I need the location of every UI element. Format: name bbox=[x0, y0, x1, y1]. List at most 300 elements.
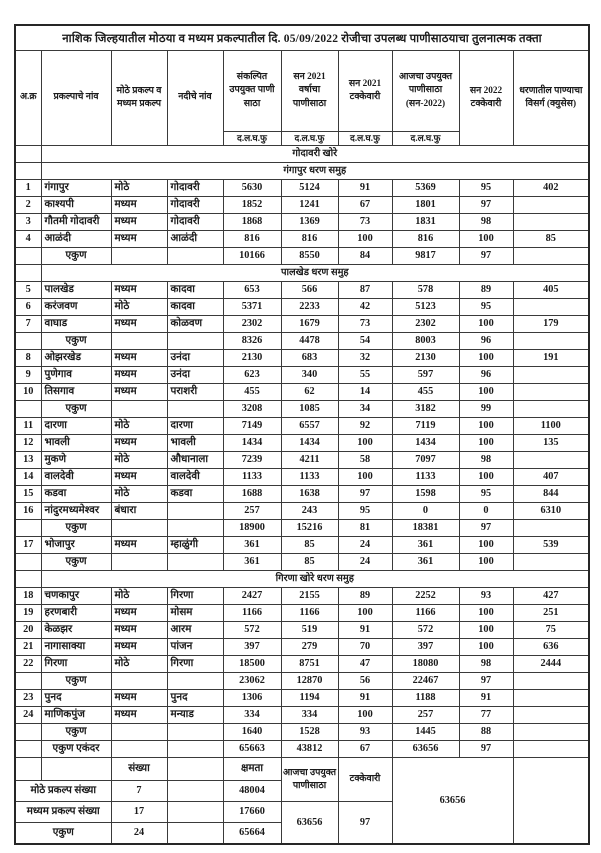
cell-empty bbox=[167, 758, 223, 781]
total-value: 88 bbox=[459, 724, 513, 741]
cell-y2021: 816 bbox=[281, 231, 338, 248]
cell-pct2021: 100 bbox=[338, 435, 392, 452]
cell-name: मुकणे bbox=[41, 452, 111, 469]
cell-river: औधानाला bbox=[167, 452, 223, 469]
cell-name: कडवा bbox=[41, 486, 111, 503]
total-label: एकुण bbox=[41, 520, 111, 537]
cell-today: 2252 bbox=[392, 588, 459, 605]
total-label: एकुण bbox=[41, 673, 111, 690]
cell-discharge: 1100 bbox=[513, 418, 589, 435]
cell-y2021: 279 bbox=[281, 639, 338, 656]
cell-empty bbox=[15, 741, 41, 758]
total-value: 96 bbox=[459, 333, 513, 350]
cell-empty bbox=[167, 823, 223, 845]
total-value: 63656 bbox=[392, 741, 459, 758]
cell-design: 1852 bbox=[223, 197, 281, 214]
summary-count-value: 7 bbox=[111, 781, 167, 802]
water-storage-table bbox=[14, 24, 590, 845]
summary-row-label: एकुण bbox=[15, 823, 111, 845]
cell-name: तिसगाव bbox=[41, 384, 111, 401]
cell-pct2021: 100 bbox=[338, 469, 392, 486]
cell-empty bbox=[111, 401, 167, 418]
cell-pct2021: 100 bbox=[338, 707, 392, 724]
cell-sr: 9 bbox=[15, 367, 41, 384]
cell-sr: 16 bbox=[15, 503, 41, 520]
table-row bbox=[15, 605, 589, 622]
col-header-y2021: सन 2021 वर्षाचा पाणीसाठा bbox=[281, 51, 338, 132]
cell-river: गोदावरी bbox=[167, 214, 223, 231]
cell-empty bbox=[15, 520, 41, 537]
cell-design: 334 bbox=[223, 707, 281, 724]
table-row bbox=[15, 656, 589, 673]
cell-river: गोदावरी bbox=[167, 180, 223, 197]
cell-type: मोठे bbox=[111, 180, 167, 197]
cell-river: पराशरी bbox=[167, 384, 223, 401]
cell-y2021: 340 bbox=[281, 367, 338, 384]
summary-capacity-value: 17660 bbox=[223, 802, 281, 823]
cell-pct2022: 95 bbox=[459, 299, 513, 316]
cell-river: वालदेवी bbox=[167, 469, 223, 486]
section-band-row bbox=[15, 163, 589, 180]
total-value: 4478 bbox=[281, 333, 338, 350]
cell-sr: 14 bbox=[15, 469, 41, 486]
cell-pct2021: 67 bbox=[338, 197, 392, 214]
unit-cell: द.ल.घ.फु bbox=[281, 132, 338, 146]
cell-empty bbox=[111, 520, 167, 537]
cell-type: मध्यम bbox=[111, 537, 167, 554]
cell-discharge: 6310 bbox=[513, 503, 589, 520]
cell-name: गिरणा bbox=[41, 656, 111, 673]
cell-pct2021: 100 bbox=[338, 605, 392, 622]
cell-y2021: 1133 bbox=[281, 469, 338, 486]
summary-capacity-header: क्षमता bbox=[223, 758, 281, 781]
total-row bbox=[15, 741, 589, 758]
page-title: नाशिक जिल्हयातील मोठया व मध्यम प्रकल्पातील दि. 05/09/2022 रोजीचा उपलब्ध पाणीसाठयाचा तुलनात्मक तक्ता bbox=[15, 25, 589, 51]
summary-today-value: 63656 bbox=[281, 802, 338, 845]
cell-pct2021: 24 bbox=[338, 537, 392, 554]
cell-sr: 6 bbox=[15, 299, 41, 316]
cell-today: 816 bbox=[392, 231, 459, 248]
cell-pct2022: 91 bbox=[459, 690, 513, 707]
cell-river bbox=[167, 503, 223, 520]
cell-y2021: 62 bbox=[281, 384, 338, 401]
cell-name: दारणा bbox=[41, 418, 111, 435]
col-header-sr: अ.क्र bbox=[15, 51, 41, 146]
cell-y2021: 566 bbox=[281, 282, 338, 299]
summary-count-value: 17 bbox=[111, 802, 167, 823]
cell-empty bbox=[15, 163, 41, 180]
col-header-name: प्रकल्पाचे नांव bbox=[41, 51, 111, 146]
cell-pct2022: 100 bbox=[459, 350, 513, 367]
cell-empty bbox=[15, 333, 41, 350]
cell-pct2022: 89 bbox=[459, 282, 513, 299]
cell-name: वालदेवी bbox=[41, 469, 111, 486]
cell-discharge bbox=[513, 690, 589, 707]
cell-pct2022: 98 bbox=[459, 656, 513, 673]
cell-y2021: 6557 bbox=[281, 418, 338, 435]
cell-today: 1188 bbox=[392, 690, 459, 707]
cell-name: हरणबारी bbox=[41, 605, 111, 622]
cell-empty bbox=[15, 146, 41, 163]
total-value: 3182 bbox=[392, 401, 459, 418]
table-row bbox=[15, 384, 589, 401]
table-row bbox=[15, 180, 589, 197]
cell-pct2021: 47 bbox=[338, 656, 392, 673]
cell-river: म्हाळुंगी bbox=[167, 537, 223, 554]
cell-empty bbox=[513, 673, 589, 690]
total-value: 18900 bbox=[223, 520, 281, 537]
cell-river: उनंदा bbox=[167, 367, 223, 384]
cell-discharge: 405 bbox=[513, 282, 589, 299]
table-row bbox=[15, 418, 589, 435]
table-row bbox=[15, 367, 589, 384]
cell-type: मध्यम bbox=[111, 622, 167, 639]
cell-discharge bbox=[513, 214, 589, 231]
table-row bbox=[15, 503, 589, 520]
cell-design: 1306 bbox=[223, 690, 281, 707]
total-value: 34 bbox=[338, 401, 392, 418]
cell-design: 2130 bbox=[223, 350, 281, 367]
summary-pct-header: टक्केवारी bbox=[338, 758, 392, 802]
cell-type: मध्यम bbox=[111, 367, 167, 384]
cell-pct2022: 95 bbox=[459, 486, 513, 503]
total-value: 97 bbox=[459, 673, 513, 690]
cell-y2021: 1241 bbox=[281, 197, 338, 214]
cell-empty bbox=[513, 724, 589, 741]
cell-type: मध्यम bbox=[111, 435, 167, 452]
cell-y2021: 4211 bbox=[281, 452, 338, 469]
cell-today: 1133 bbox=[392, 469, 459, 486]
cell-design: 1133 bbox=[223, 469, 281, 486]
cell-pct2021: 91 bbox=[338, 690, 392, 707]
unit-cell: द.ल.घ.फु bbox=[392, 132, 459, 146]
cell-name: माणिकपुंज bbox=[41, 707, 111, 724]
total-value: 54 bbox=[338, 333, 392, 350]
col-header-discharge: धरणातील पाण्याचा विसर्ग (क्युसेस) bbox=[513, 51, 589, 146]
total-value: 43812 bbox=[281, 741, 338, 758]
cell-type: मध्यम bbox=[111, 282, 167, 299]
total-row bbox=[15, 520, 589, 537]
cell-type: बंधारा bbox=[111, 503, 167, 520]
total-value: 1085 bbox=[281, 401, 338, 418]
summary-count-header: संख्या bbox=[111, 758, 167, 781]
cell-empty bbox=[15, 265, 41, 282]
cell-pct2022: 100 bbox=[459, 384, 513, 401]
total-value: 10166 bbox=[223, 248, 281, 265]
cell-empty bbox=[513, 520, 589, 537]
cell-type: मध्यम bbox=[111, 231, 167, 248]
cell-discharge: 85 bbox=[513, 231, 589, 248]
cell-design: 816 bbox=[223, 231, 281, 248]
cell-river: मोसम bbox=[167, 605, 223, 622]
col-header-pct2021: सन 2021 टक्केवारी bbox=[338, 51, 392, 132]
total-value: 67 bbox=[338, 741, 392, 758]
total-label: एकुण bbox=[41, 554, 111, 571]
cell-y2021: 243 bbox=[281, 503, 338, 520]
total-value: 23062 bbox=[223, 673, 281, 690]
section-band-label: गंगापुर धरण समुह bbox=[41, 163, 589, 180]
cell-pct2021: 91 bbox=[338, 622, 392, 639]
section-band-label: गिरणा खोरे धरण समुह bbox=[41, 571, 589, 588]
cell-type: मध्यम bbox=[111, 214, 167, 231]
cell-sr: 17 bbox=[15, 537, 41, 554]
cell-design: 5630 bbox=[223, 180, 281, 197]
cell-discharge bbox=[513, 384, 589, 401]
cell-pct2021: 87 bbox=[338, 282, 392, 299]
cell-y2021: 2155 bbox=[281, 588, 338, 605]
cell-pct2022: 100 bbox=[459, 622, 513, 639]
cell-name: चणकापुर bbox=[41, 588, 111, 605]
cell-y2021: 519 bbox=[281, 622, 338, 639]
cell-design: 1868 bbox=[223, 214, 281, 231]
cell-today: 1598 bbox=[392, 486, 459, 503]
summary-pct-value: 97 bbox=[338, 802, 392, 845]
cell-today: 7097 bbox=[392, 452, 459, 469]
cell-discharge: 407 bbox=[513, 469, 589, 486]
cell-empty bbox=[15, 248, 41, 265]
cell-today: 397 bbox=[392, 639, 459, 656]
cell-pct2022: 77 bbox=[459, 707, 513, 724]
cell-empty bbox=[513, 741, 589, 758]
cell-y2021: 1194 bbox=[281, 690, 338, 707]
cell-empty bbox=[15, 554, 41, 571]
cell-type: मोठे bbox=[111, 299, 167, 316]
total-value: 18381 bbox=[392, 520, 459, 537]
total-value: 100 bbox=[459, 554, 513, 571]
cell-pct2022: 98 bbox=[459, 214, 513, 231]
cell-pct2021: 89 bbox=[338, 588, 392, 605]
total-value: 15216 bbox=[281, 520, 338, 537]
cell-today: 7119 bbox=[392, 418, 459, 435]
cell-design: 2302 bbox=[223, 316, 281, 333]
cell-river: भावली bbox=[167, 435, 223, 452]
table-row bbox=[15, 486, 589, 503]
total-row bbox=[15, 673, 589, 690]
cell-river: दारणा bbox=[167, 418, 223, 435]
cell-sr: 5 bbox=[15, 282, 41, 299]
cell-design: 2427 bbox=[223, 588, 281, 605]
total-value: 97 bbox=[459, 741, 513, 758]
unit-cell: द.ल.घ.फु bbox=[338, 132, 392, 146]
cell-type: मोठे bbox=[111, 656, 167, 673]
cell-empty bbox=[15, 571, 41, 588]
cell-name: केळझर bbox=[41, 622, 111, 639]
cell-today: 257 bbox=[392, 707, 459, 724]
cell-pct2022: 100 bbox=[459, 231, 513, 248]
cell-empty bbox=[167, 724, 223, 741]
cell-type: मोठे bbox=[111, 486, 167, 503]
cell-discharge: 402 bbox=[513, 180, 589, 197]
total-value: 81 bbox=[338, 520, 392, 537]
cell-discharge: 191 bbox=[513, 350, 589, 367]
total-value: 93 bbox=[338, 724, 392, 741]
cell-today: 572 bbox=[392, 622, 459, 639]
cell-river: पांजन bbox=[167, 639, 223, 656]
table-row bbox=[15, 435, 589, 452]
cell-river: कादवा bbox=[167, 299, 223, 316]
cell-river: उनंदा bbox=[167, 350, 223, 367]
section-band-label: पालखेड धरण समुह bbox=[41, 265, 589, 282]
cell-name: गंगापुर bbox=[41, 180, 111, 197]
cell-discharge bbox=[513, 707, 589, 724]
cell-pct2021: 91 bbox=[338, 180, 392, 197]
table-row bbox=[15, 231, 589, 248]
cell-design: 1434 bbox=[223, 435, 281, 452]
cell-river: गोदावरी bbox=[167, 197, 223, 214]
col-header-pct2022: सन 2022 टक्केवारी bbox=[459, 51, 513, 146]
summary-header-row bbox=[15, 758, 589, 781]
cell-empty bbox=[513, 248, 589, 265]
total-value: 12870 bbox=[281, 673, 338, 690]
cell-sr: 15 bbox=[15, 486, 41, 503]
cell-name: करंजवण bbox=[41, 299, 111, 316]
cell-sr: 8 bbox=[15, 350, 41, 367]
cell-sr: 11 bbox=[15, 418, 41, 435]
cell-design: 1166 bbox=[223, 605, 281, 622]
cell-discharge bbox=[513, 299, 589, 316]
cell-empty bbox=[167, 802, 223, 823]
cell-name: गौतमी गोदावरी bbox=[41, 214, 111, 231]
cell-empty bbox=[111, 673, 167, 690]
cell-today: 0 bbox=[392, 503, 459, 520]
cell-design: 397 bbox=[223, 639, 281, 656]
cell-type: मध्यम bbox=[111, 605, 167, 622]
cell-empty bbox=[15, 401, 41, 418]
cell-type: मध्यम bbox=[111, 316, 167, 333]
cell-pct2022: 100 bbox=[459, 418, 513, 435]
cell-y2021: 8751 bbox=[281, 656, 338, 673]
cell-discharge: 539 bbox=[513, 537, 589, 554]
cell-sr: 18 bbox=[15, 588, 41, 605]
cell-today: 1166 bbox=[392, 605, 459, 622]
total-value: 97 bbox=[459, 520, 513, 537]
col-header-today: आजचा उपयुक्त पाणीसाठा (सन-2022) bbox=[392, 51, 459, 132]
cell-today: 1434 bbox=[392, 435, 459, 452]
cell-empty bbox=[111, 724, 167, 741]
cell-type: मोठे bbox=[111, 588, 167, 605]
cell-name: ओझरखेड bbox=[41, 350, 111, 367]
cell-y2021: 1638 bbox=[281, 486, 338, 503]
cell-discharge bbox=[513, 367, 589, 384]
cell-pct2021: 14 bbox=[338, 384, 392, 401]
cell-empty bbox=[41, 758, 111, 781]
cell-pct2021: 95 bbox=[338, 503, 392, 520]
cell-empty bbox=[167, 673, 223, 690]
cell-sr: 21 bbox=[15, 639, 41, 656]
cell-sr: 13 bbox=[15, 452, 41, 469]
cell-discharge: 135 bbox=[513, 435, 589, 452]
cell-river: कडवा bbox=[167, 486, 223, 503]
total-label: एकुण bbox=[41, 401, 111, 418]
total-value: 3208 bbox=[223, 401, 281, 418]
cell-sr: 2 bbox=[15, 197, 41, 214]
section-band-row bbox=[15, 265, 589, 282]
cell-discharge: 636 bbox=[513, 639, 589, 656]
cell-y2021: 5124 bbox=[281, 180, 338, 197]
cell-discharge: 427 bbox=[513, 588, 589, 605]
cell-empty bbox=[167, 333, 223, 350]
cell-discharge bbox=[513, 197, 589, 214]
cell-name: नांदुरमध्यमेश्वर bbox=[41, 503, 111, 520]
total-value: 24 bbox=[338, 554, 392, 571]
table-row bbox=[15, 639, 589, 656]
cell-pct2022: 95 bbox=[459, 180, 513, 197]
cell-pct2021: 32 bbox=[338, 350, 392, 367]
cell-design: 5371 bbox=[223, 299, 281, 316]
cell-discharge: 179 bbox=[513, 316, 589, 333]
summary-capacity-value: 48004 bbox=[223, 781, 281, 802]
total-value: 1528 bbox=[281, 724, 338, 741]
cell-design: 18500 bbox=[223, 656, 281, 673]
cell-y2021: 1679 bbox=[281, 316, 338, 333]
cell-design: 1688 bbox=[223, 486, 281, 503]
cell-today: 1831 bbox=[392, 214, 459, 231]
cell-type: मध्यम bbox=[111, 690, 167, 707]
cell-pct2021: 70 bbox=[338, 639, 392, 656]
title-row bbox=[15, 25, 589, 51]
cell-y2021: 1369 bbox=[281, 214, 338, 231]
cell-design: 7149 bbox=[223, 418, 281, 435]
cell-y2021: 683 bbox=[281, 350, 338, 367]
cell-name: भावली bbox=[41, 435, 111, 452]
cell-sr: 7 bbox=[15, 316, 41, 333]
cell-today: 5369 bbox=[392, 180, 459, 197]
cell-name: काश्यपी bbox=[41, 197, 111, 214]
cell-pct2022: 100 bbox=[459, 316, 513, 333]
cell-design: 257 bbox=[223, 503, 281, 520]
table-row bbox=[15, 707, 589, 724]
cell-empty bbox=[111, 554, 167, 571]
cell-today: 2130 bbox=[392, 350, 459, 367]
total-value: 9817 bbox=[392, 248, 459, 265]
cell-type: मध्यम bbox=[111, 639, 167, 656]
summary-today-header: आजचा उपयुक्त पाणीसाठा bbox=[281, 758, 338, 802]
cell-river: गिरणा bbox=[167, 656, 223, 673]
cell-empty bbox=[167, 401, 223, 418]
cell-empty bbox=[111, 333, 167, 350]
cell-pct2022: 0 bbox=[459, 503, 513, 520]
total-row bbox=[15, 724, 589, 741]
cell-name: आळंदी bbox=[41, 231, 111, 248]
cell-today: 5123 bbox=[392, 299, 459, 316]
cell-sr: 22 bbox=[15, 656, 41, 673]
section-band-row bbox=[15, 146, 589, 163]
total-row bbox=[15, 248, 589, 265]
cell-river: मन्याड bbox=[167, 707, 223, 724]
cell-y2021: 334 bbox=[281, 707, 338, 724]
total-value: 8326 bbox=[223, 333, 281, 350]
table-row bbox=[15, 469, 589, 486]
table-row bbox=[15, 537, 589, 554]
col-header-design: संकल्पित उपयुक्त पाणी साठा bbox=[223, 51, 281, 132]
cell-pct2021: 97 bbox=[338, 486, 392, 503]
total-value: 8550 bbox=[281, 248, 338, 265]
cell-today: 361 bbox=[392, 537, 459, 554]
cell-sr: 23 bbox=[15, 690, 41, 707]
summary-capacity-value: 65664 bbox=[223, 823, 281, 845]
cell-discharge: 75 bbox=[513, 622, 589, 639]
cell-design: 7239 bbox=[223, 452, 281, 469]
cell-empty bbox=[167, 520, 223, 537]
total-value: 99 bbox=[459, 401, 513, 418]
cell-discharge bbox=[513, 452, 589, 469]
table-row bbox=[15, 214, 589, 231]
cell-y2021: 1434 bbox=[281, 435, 338, 452]
table-row bbox=[15, 282, 589, 299]
cell-name: वाघाड bbox=[41, 316, 111, 333]
total-value: 84 bbox=[338, 248, 392, 265]
total-value: 85 bbox=[281, 554, 338, 571]
